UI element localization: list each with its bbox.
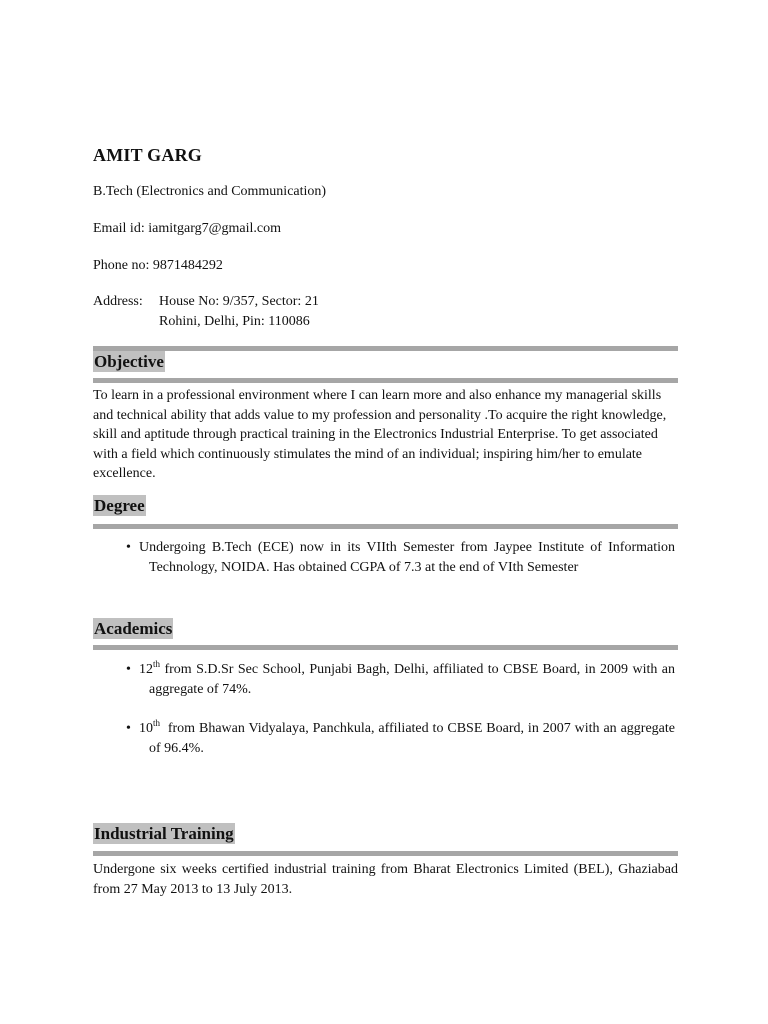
phone-line: Phone no: 9871484292	[93, 258, 223, 273]
degree-item-text: Undergoing B.Tech (ECE) now in its VIIth Semester from Jaypee Institute of Information Technology, NOIDA. Has obtained CGPA of 7.3 at the end of VIth Semester	[139, 540, 675, 575]
section-rule	[93, 378, 678, 383]
grade-number: 12	[139, 662, 153, 677]
bullet-icon: •	[126, 721, 131, 736]
address-label: Address:	[93, 294, 143, 309]
objective-heading: Objective	[94, 352, 164, 371]
section-rule	[93, 851, 678, 856]
degree-line: B.Tech (Electronics and Communication)	[93, 184, 327, 199]
academics-item-text: from S.D.Sr Sec School, Punjabi Bagh, Delhi, affiliated to CBSE Board, in 2009 with an aggregate of 74%.	[149, 662, 675, 697]
bullet-icon: •	[126, 540, 131, 555]
bullet-icon: •	[126, 662, 131, 677]
section-rule	[93, 645, 678, 650]
industrial-training-text: Undergone six weeks certified industrial training from Bharat Electronics Limited (BEL), Ghaziabad from 27 May 2013 to 13 July 2013.	[93, 862, 678, 897]
objective-text: To learn in a professional environment where I can learn more and also enhance my managerial skills and technical ability that adds value to my profession and personality .To acquire the right knowledge, skill and aptitude through practical training in the Electronics Industrial Enterprise. To get associated with a field which continuously stimulates the mind of an individual; inspiring him/her to emulate excellence.	[93, 388, 667, 482]
email-line: Email id: iamitgarg7@gmail.com	[93, 221, 281, 236]
section-rule-top	[93, 346, 678, 351]
degree-heading: Degree	[94, 496, 145, 515]
academics-list-item	[126, 718, 679, 758]
grade-number: 10	[139, 721, 153, 736]
address-line-1: House No: 9/357, Sector: 21	[159, 294, 319, 309]
grade-suffix: th	[153, 659, 161, 669]
academics-list-item	[128, 660, 675, 699]
section-rule	[93, 524, 678, 529]
candidate-name: AMIT GARG	[93, 145, 202, 165]
degree-list-item	[128, 538, 675, 577]
industrial-training-heading: Industrial Training	[94, 824, 234, 843]
address-line-2: Rohini, Delhi, Pin: 110086	[159, 314, 310, 329]
grade-suffix: th	[153, 718, 161, 728]
academics-item-text: from Bhawan Vidyalaya, Panchkula, affiliated to CBSE Board, in 2007 with an aggregate of 96.4%.	[149, 721, 679, 756]
academics-heading: Academics	[94, 619, 173, 638]
